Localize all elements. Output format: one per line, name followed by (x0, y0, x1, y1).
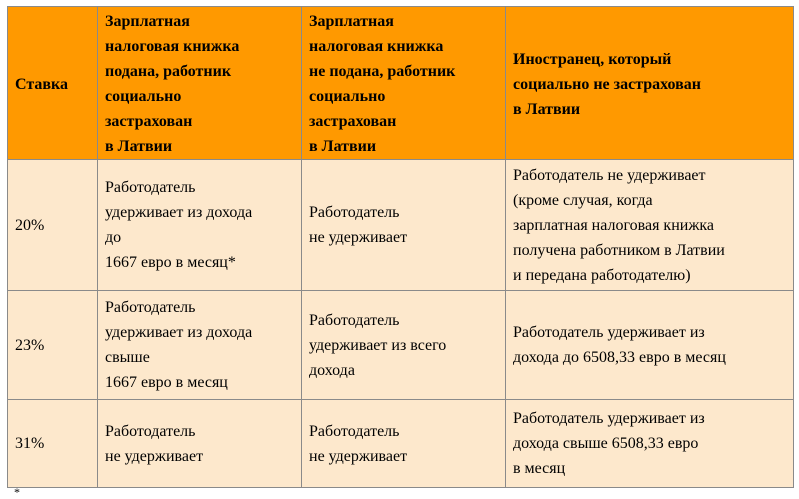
header-book-filed (98, 7, 302, 160)
not-filed-text: Работодатель удерживает из всего дохода (309, 311, 447, 379)
header-book-filed-label: Зарплатная налоговая книжка подана, работник социально застрахован в Латвии (105, 13, 240, 155)
filed-cell (98, 400, 302, 488)
header-foreigner-label: Иностранец, который социально не застрахован в Латвии (513, 50, 701, 118)
not-filed-text: Работодатель не удерживает (309, 204, 408, 246)
header-book-not-filed (302, 7, 506, 160)
rate-cell (8, 291, 98, 400)
not-filed-cell (302, 400, 506, 488)
filed-text: Работодатель удерживает из дохода свыше 1667 евро в месяц (105, 299, 253, 391)
filed-text: Работодатель удерживает из дохода до 1667 евро в месяц* (105, 179, 253, 271)
table-header-row (8, 7, 794, 160)
foreigner-cell (506, 400, 794, 488)
rate-value: 20% (15, 216, 45, 234)
foreigner-text: Работодатель не удерживает (кроме случая, когда зарплатная налоговая книжка получена работником в Латвии и передана работодателю) (513, 166, 725, 284)
foreigner-text: Работодатель удерживает из дохода свыше 6508,33 евро в месяц (513, 410, 705, 477)
rate-cell (8, 400, 98, 488)
not-filed-text: Работодатель не удерживает (309, 422, 408, 465)
foreigner-cell (506, 160, 794, 291)
header-rate (8, 7, 98, 160)
footnote-mark: * (14, 485, 20, 499)
not-filed-cell (302, 160, 506, 291)
foreigner-cell (506, 291, 794, 400)
table-row (8, 160, 794, 291)
tax-rate-table (7, 6, 794, 488)
header-foreigner (506, 7, 794, 160)
filed-text: Работодатель не удерживает (105, 422, 204, 465)
header-rate-label: Ставка (15, 75, 69, 93)
table-row (8, 291, 794, 400)
rate-cell (8, 160, 98, 291)
rate-value: 23% (15, 336, 45, 354)
foreigner-text: Работодатель удерживает из дохода до 6508,33 евро в месяц (513, 324, 726, 366)
filed-cell (98, 160, 302, 291)
not-filed-cell (302, 291, 506, 400)
table-row (8, 400, 794, 488)
filed-cell (98, 291, 302, 400)
rate-value: 31% (15, 435, 45, 452)
header-book-not-filed-label: Зарплатная налоговая книжка не подана, работник социально застрахован в Латвии (309, 13, 456, 155)
